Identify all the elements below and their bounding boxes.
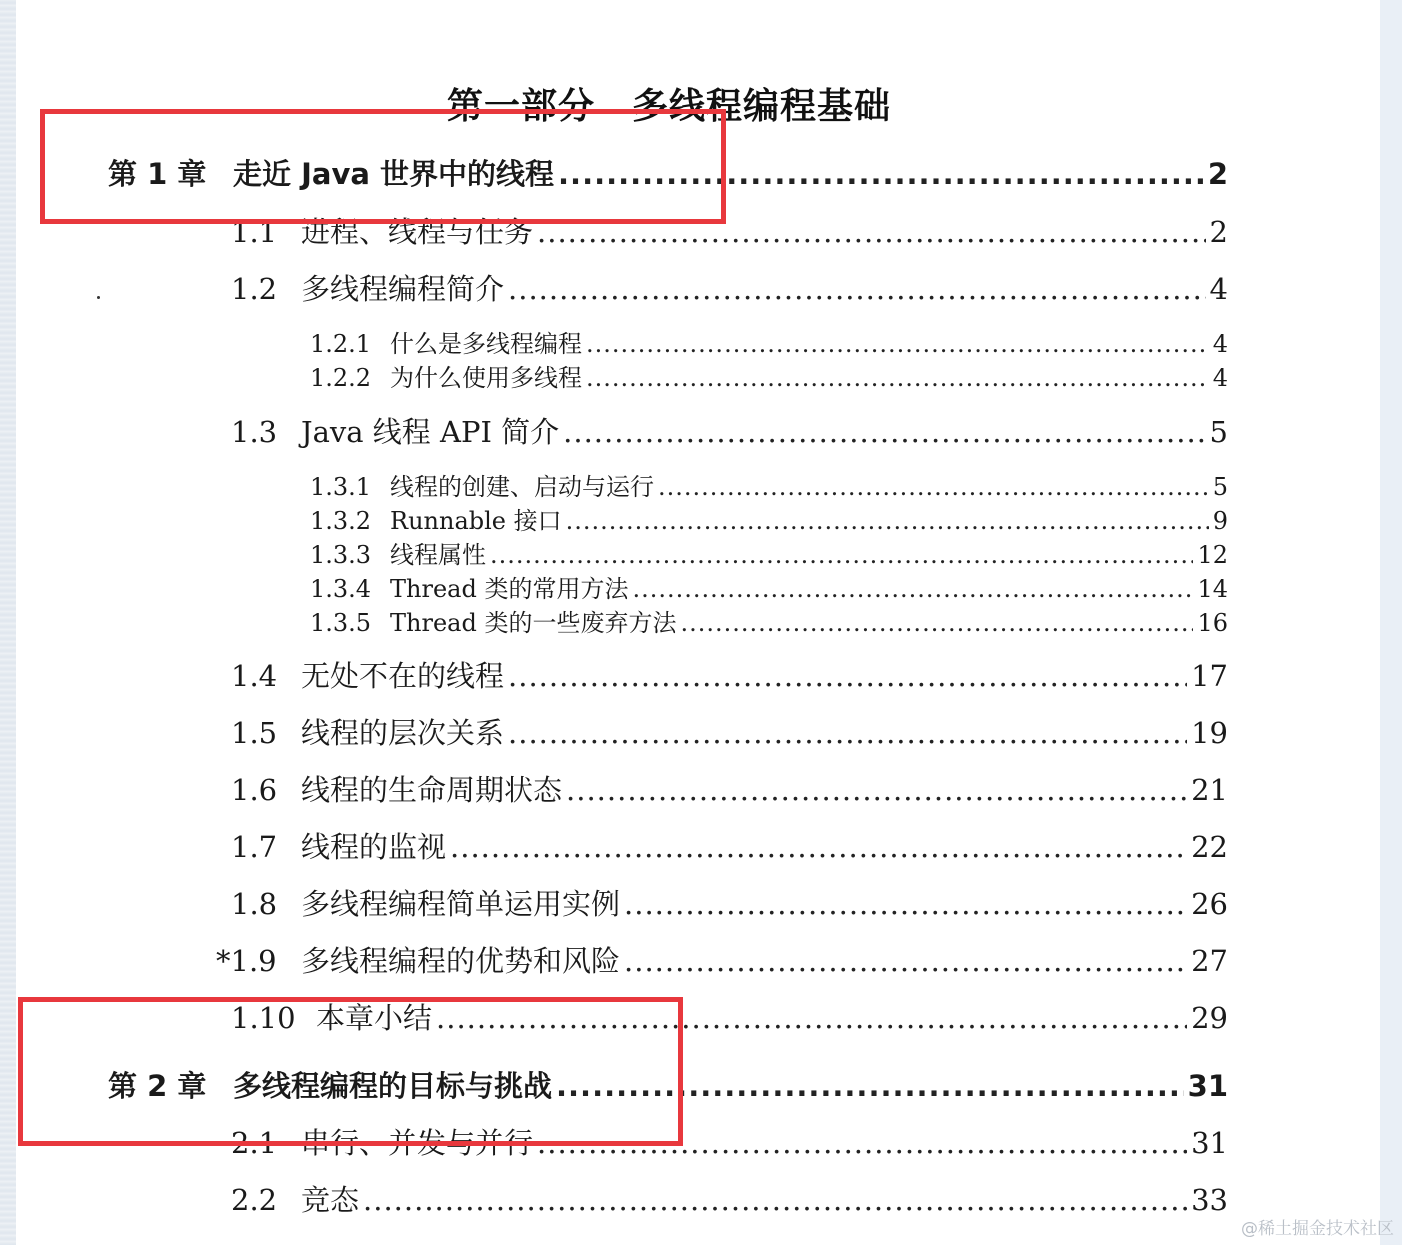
toc-number: 1.7 <box>231 830 278 864</box>
toc-title: 线程的层次关系 <box>301 716 505 750</box>
toc-page-number: 5 <box>1209 415 1228 449</box>
toc-leader-dots <box>586 364 1209 392</box>
toc-number: 1.3.5 <box>310 609 372 637</box>
annotation-box-chapter-2 <box>18 997 683 1146</box>
toc-title: 多线程编程的目标与挑战 <box>233 1069 553 1103</box>
toc-title: 走近 Java 世界中的线程 <box>233 157 555 191</box>
toc-entry-section <box>231 410 1228 451</box>
toc-title: Thread 类的常用方法 <box>390 575 629 603</box>
toc-entry-subsection <box>310 603 1228 638</box>
toc-page-number: 33 <box>1191 1183 1228 1217</box>
toc-leader-dots <box>624 944 1187 978</box>
toc-leader-dots <box>586 330 1209 358</box>
toc-entry-section <box>231 882 1228 923</box>
toc-page-number: 9 <box>1212 507 1228 535</box>
toc-title: 线程的生命周期状态 <box>301 773 563 807</box>
toc-page-number: 19 <box>1191 716 1228 750</box>
toc-page-number: 21 <box>1191 773 1228 807</box>
toc-title: 多线程编程简单运用实例 <box>301 887 621 921</box>
toc-leader-dots <box>680 609 1193 637</box>
scan-speck <box>97 296 100 299</box>
toc-leader-dots <box>490 541 1193 569</box>
toc-leader-dots <box>508 716 1187 750</box>
toc-leader-dots <box>508 272 1206 306</box>
toc-page-number: 22 <box>1191 830 1228 864</box>
toc-title: 串行、并发与并行 <box>301 1126 534 1160</box>
toc-number: 1.8 <box>231 887 278 921</box>
toc-leader-dots <box>624 887 1187 921</box>
toc-page-number: 2 <box>1207 157 1228 191</box>
toc-entry-subsection <box>310 358 1228 393</box>
toc-title: 为什么使用多线程 <box>390 364 582 392</box>
toc-entry-subsection <box>310 535 1228 570</box>
toc-number: 1.4 <box>231 659 278 693</box>
toc-title: 进程、线程与任务 <box>301 215 534 249</box>
part-title: 第一部分 多线程编程基础 <box>446 86 891 127</box>
toc-number: 1.1 <box>231 215 278 249</box>
toc-leader-dots <box>632 575 1193 603</box>
toc-number: *1.9 <box>216 944 277 978</box>
toc-number: 1.3.3 <box>310 541 372 569</box>
toc-leader-dots <box>566 773 1187 807</box>
toc-entry-subsection <box>310 324 1228 359</box>
toc-page-number: 27 <box>1191 944 1228 978</box>
toc-number: 1.2.2 <box>310 364 372 392</box>
toc-number: 1.5 <box>231 716 278 750</box>
toc-title: 多线程编程简介 <box>301 272 505 306</box>
toc-title: Runnable 接口 <box>390 507 562 535</box>
toc-number: 第 2 章 <box>108 1069 207 1103</box>
toc-title: Thread 类的一些废弃方法 <box>390 609 677 637</box>
toc-page-number: 26 <box>1191 887 1228 921</box>
toc-leader-dots <box>563 415 1205 449</box>
toc-title: 线程属性 <box>390 541 486 569</box>
toc-leader-dots <box>363 1183 1187 1217</box>
toc-title: Java 线程 API 简介 <box>301 415 560 449</box>
toc-page-number: 5 <box>1212 473 1228 501</box>
toc-page-number: 31 <box>1187 1069 1228 1103</box>
toc-page-number: 12 <box>1197 541 1228 569</box>
toc-page-number: 4 <box>1212 364 1228 392</box>
toc-leader-dots <box>450 830 1187 864</box>
toc-page-number: 14 <box>1197 575 1228 603</box>
toc-entry-section <box>231 267 1228 308</box>
toc-leader-dots <box>508 659 1187 693</box>
toc-number: 1.6 <box>231 773 278 807</box>
toc-entry-section <box>216 939 1228 980</box>
toc-title: 什么是多线程编程 <box>390 330 582 358</box>
toc-number: 1.3.4 <box>310 575 372 603</box>
toc-number: 1.3 <box>231 415 278 449</box>
toc-page-number: 31 <box>1191 1126 1228 1160</box>
toc-page-number: 16 <box>1197 609 1228 637</box>
toc-leader-dots <box>658 473 1209 501</box>
toc-number: 1.3.1 <box>310 473 372 501</box>
watermark: @稀土掘金技术社区 <box>1241 1219 1394 1239</box>
toc-number: 1.2 <box>231 272 278 306</box>
toc-number: 1.10 <box>231 1001 296 1035</box>
toc-page-number: 17 <box>1191 659 1228 693</box>
toc-number: 第 1 章 <box>108 157 207 191</box>
toc-entry-section <box>231 654 1228 695</box>
toc-page-number: 4 <box>1212 330 1228 358</box>
toc-page-number: 2 <box>1209 215 1228 249</box>
toc-number: 1.2.1 <box>310 330 372 358</box>
annotation-box-chapter-1 <box>40 109 726 224</box>
toc-title: 本章小结 <box>316 1001 433 1035</box>
toc-entry-subsection <box>310 569 1228 604</box>
toc-number: 2.1 <box>231 1126 278 1160</box>
toc-entry-subsection <box>310 501 1228 536</box>
toc-entry-subsection <box>310 467 1228 502</box>
toc-entry-section <box>231 825 1228 866</box>
toc-entry-section <box>231 1178 1228 1219</box>
toc-entry-section <box>231 768 1228 809</box>
scan-right-edge <box>1380 0 1402 1245</box>
scan-left-edge <box>0 0 16 1245</box>
toc-title: 竞态 <box>301 1183 360 1217</box>
toc-title: 多线程编程的优势和风险 <box>301 944 621 978</box>
toc-page-number: 29 <box>1191 1001 1228 1035</box>
toc-number: 2.2 <box>231 1183 278 1217</box>
toc-leader-dots <box>566 507 1209 535</box>
toc-number: 1.3.2 <box>310 507 372 535</box>
toc-title: 线程的监视 <box>301 830 447 864</box>
toc-entry-section <box>231 711 1228 752</box>
toc-title: 无处不在的线程 <box>301 659 505 693</box>
toc-title: 线程的创建、启动与运行 <box>390 473 654 501</box>
toc-page-number: 4 <box>1209 272 1228 306</box>
